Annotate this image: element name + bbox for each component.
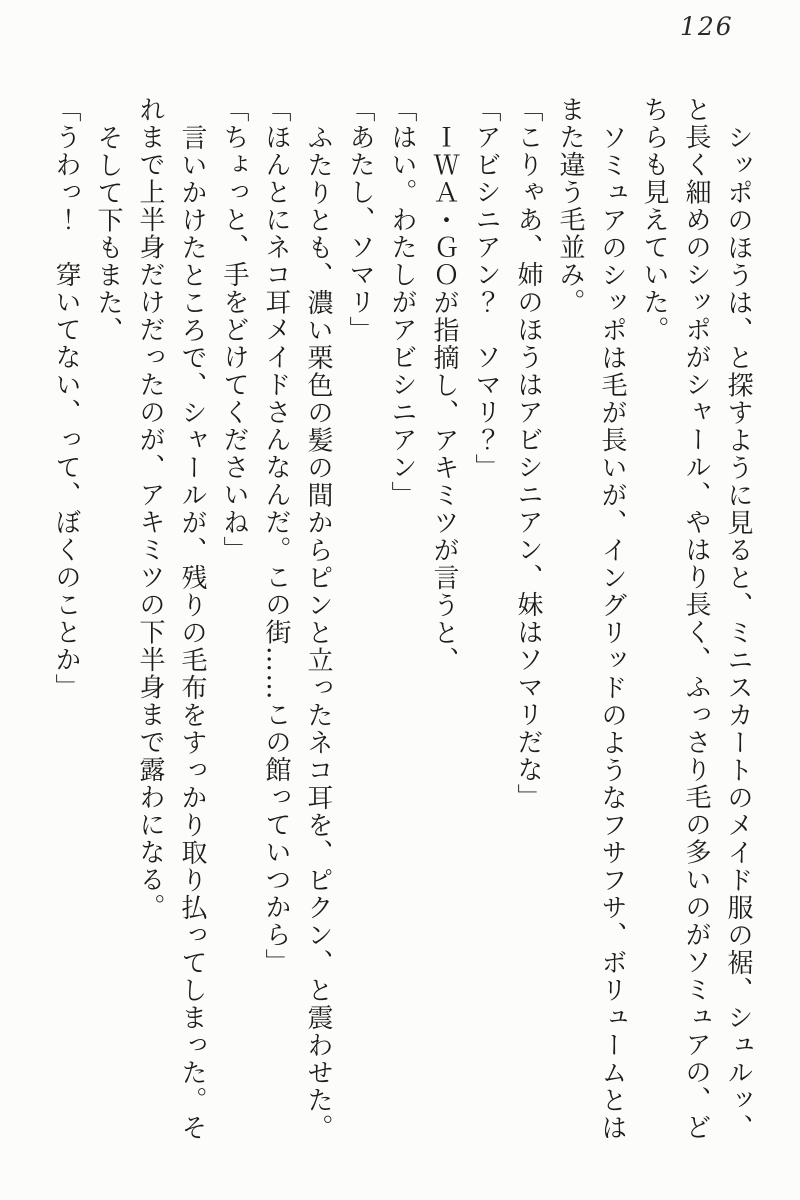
text-line: 「ちょっと、手をどけてくださいね」: [219, 96, 249, 564]
text-line: 「あたし、ソマリ」: [345, 96, 375, 344]
text-line: シッポのほうは、と探すように見ると、ミニスカートのメイド服の裾、シュルッ、: [723, 123, 753, 1141]
text-line: 「ほんとにネコ耳メイドさんなんだ。この街……この館っていつから」: [261, 96, 291, 976]
text-line: 「こりゃあ、姉のほうはアビシニアン、妹はソマリだな」: [513, 96, 543, 811]
text-line: 「アビシニアン？ ソマリ？」: [471, 96, 501, 481]
text-line: れまで上半身だけだったのが、アキミツの下半身まで露わになる。: [135, 96, 165, 921]
text-line: ふたりとも、濃い栗色の髪の間からピンと立ったネコ耳を、ピクン、と震わせた。: [303, 123, 333, 1141]
text-line: ちらも見えていた。: [639, 96, 669, 344]
text-line: そして下もまた、: [93, 123, 123, 344]
text-line: と長く細めのシッポがシャール、やはり長く、ふっさり毛の多いのがソミュアの、ど: [681, 96, 711, 1141]
text-line: 「うわっ！ 穿いてない、って、ぼくのことか」: [51, 96, 81, 701]
text-line: 言いかけたところで、シャールが、残りの毛布をすっかり取り払ってしまった。そ: [177, 123, 207, 1141]
text-line: ソミュアのシッポは毛が長いが、イングリッドのようなフサフサ、ボリュームとは: [597, 123, 627, 1141]
text-line: 「はい。わたしがアビシニアン」: [387, 96, 417, 509]
text-line: ＩＷＡ・ＧＯが指摘し、アキミツが言うと、: [429, 123, 459, 674]
text-body: [45, 96, 759, 1148]
page-number: 126: [680, 12, 734, 41]
text-line: また違う毛並み。: [555, 96, 585, 316]
